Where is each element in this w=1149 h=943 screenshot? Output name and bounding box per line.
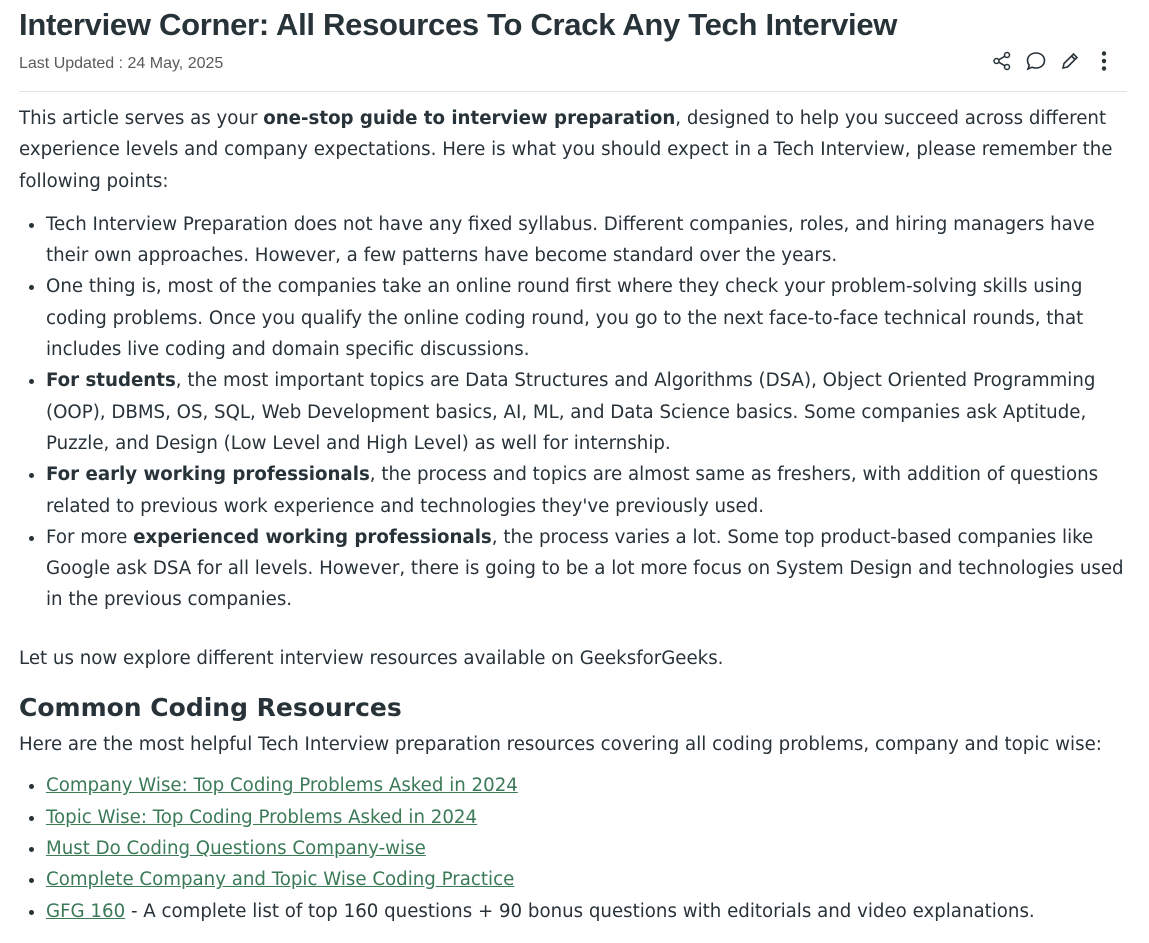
- point-text: Tech Interview Preparation does not have any fixed syllabus. Different companies, roles, and hiring managers have their own approaches. However, a few patterns have become standard over the years.: [46, 213, 1095, 267]
- list-item: [46, 522, 1129, 616]
- link-gfg-160[interactable]: GFG 160: [46, 900, 126, 922]
- list-item: [46, 459, 1129, 522]
- resources-list: [19, 770, 1129, 926]
- intro-text-2: , designed to help you succeed across different experience levels and company expectations. Here is what you should expect in a Tech Interview, please remember the following points:: [19, 108, 1113, 192]
- header-divider: [19, 91, 1127, 92]
- point-bold: For early working professionals: [46, 464, 370, 486]
- intro-text: This article serves as your: [19, 108, 264, 129]
- link-company-wise[interactable]: Company Wise: Top Coding Problems Asked in 2024: [46, 775, 518, 797]
- last-updated: Last Updated : 24 May, 2025: [19, 55, 224, 72]
- point-bold: For students: [46, 370, 176, 392]
- point-text: For more: [46, 526, 134, 548]
- edit-icon[interactable]: [1059, 50, 1081, 72]
- list-item: [46, 365, 1129, 459]
- expectations-list: [19, 209, 1129, 616]
- section-intro: Here are the most helpful Tech Interview preparation resources covering all coding problems, company and topic wise:: [19, 734, 1102, 756]
- list-item: [46, 271, 1129, 365]
- point-text: One thing is, most of the companies take an online round first where they check your problem-solving skills using coding problems. Once you qualify the online coding round, you go to the next face-to-face technical rounds, that includes live coding and domain specific discussions.: [46, 276, 1084, 361]
- section-heading: Common Coding Resources: [19, 693, 402, 723]
- intro-paragraph: [19, 103, 1129, 197]
- share-icon[interactable]: [991, 50, 1013, 72]
- explore-paragraph: Let us now explore different interview resources available on GeeksforGeeks.: [19, 647, 724, 669]
- list-item: [46, 864, 1129, 895]
- point-text: , the most important topics are Data Structures and Algorithms (DSA), Object Oriented Programming (OOP), DBMS, OS, SQL, Web Development basics, AI, ML, and Data Science basics. Some companies ask Aptitude, Puzzle, and Design (Low Level and High Level) as well for internship.: [46, 370, 1096, 454]
- list-item: [46, 896, 1129, 927]
- list-item: [46, 770, 1129, 801]
- link-must-do[interactable]: Must Do Coding Questions Company-wise: [46, 837, 426, 859]
- point-bold: experienced working professionals: [133, 526, 492, 548]
- list-item: [46, 833, 1129, 864]
- more-vertical-icon[interactable]: [1093, 50, 1115, 72]
- link-topic-wise[interactable]: Topic Wise: Top Coding Problems Asked in 2024: [46, 806, 478, 828]
- article-actions: [991, 50, 1115, 72]
- link-description: - A complete list of top 160 questions + 90 bonus questions with editorials and video explanations.: [125, 900, 1035, 922]
- comment-icon[interactable]: [1025, 50, 1047, 72]
- intro-bold: one-stop guide to interview preparation: [263, 108, 676, 129]
- point-text: , the process varies a lot. Some top product-based companies like Google ask DSA for all levels. However, there is going to be a lot more focus on System Design and technologies used in the previous companies.: [46, 526, 1124, 611]
- article-body: [19, 103, 1129, 927]
- list-item: [46, 209, 1129, 272]
- page-title: Interview Corner: All Resources To Crack Any Tech Interview: [19, 7, 898, 42]
- link-complete-practice[interactable]: Complete Company and Topic Wise Coding Practice: [46, 869, 515, 891]
- point-text: , the process and topics are almost same as freshers, with addition of questions related to previous work experience and technologies they've previously used.: [46, 464, 1099, 517]
- list-item: [46, 802, 1129, 833]
